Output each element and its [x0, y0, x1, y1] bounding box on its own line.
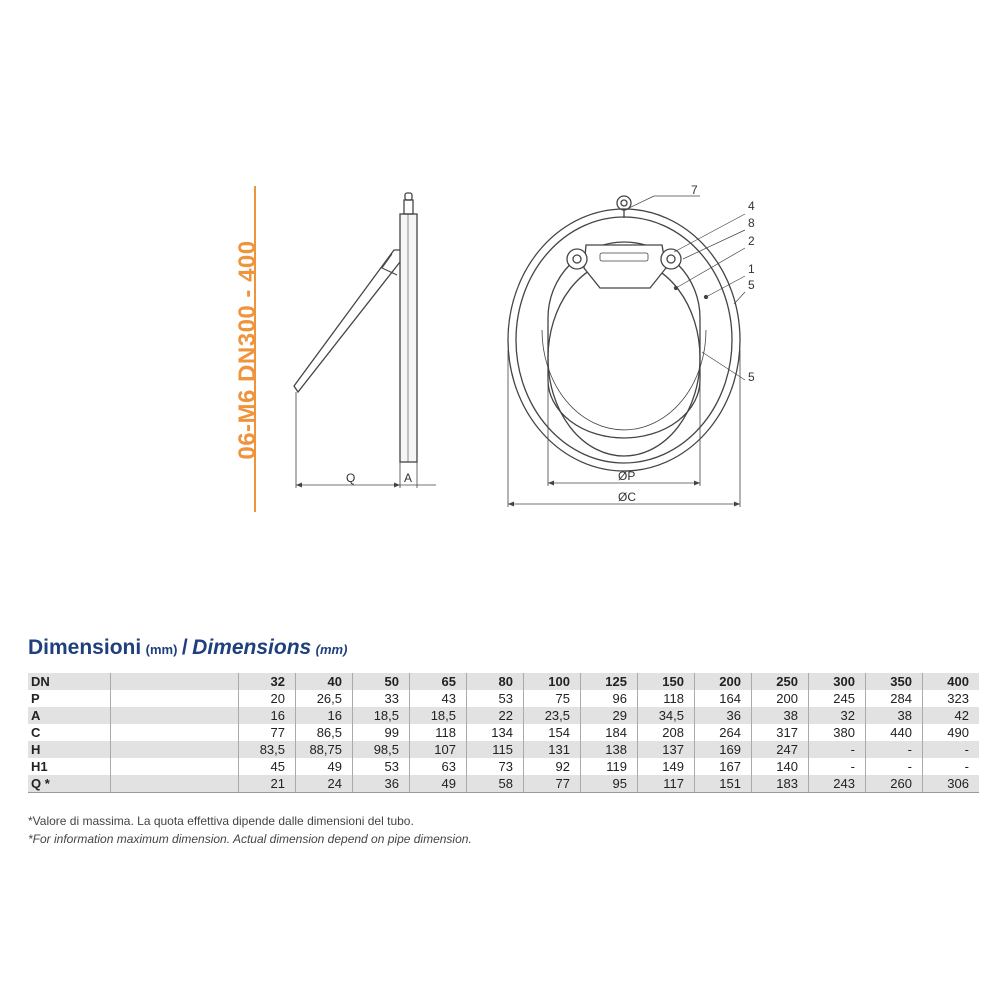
spacer-cell — [111, 724, 239, 741]
table-cell: 16 — [239, 707, 296, 724]
callout-5b: 5 — [748, 370, 755, 384]
front-view — [508, 196, 745, 507]
table-cell: 137 — [638, 741, 695, 758]
label-p: ØP — [618, 469, 636, 483]
side-view — [294, 193, 436, 488]
model-title: 06-M6 DN300 - 400 — [234, 240, 261, 460]
title-it: Dimensioni — [28, 636, 142, 659]
table-cell: 119 — [581, 758, 638, 775]
table-cell: 86,5 — [296, 724, 353, 741]
table-cell: 75 — [524, 690, 581, 707]
table-cell: 26,5 — [296, 690, 353, 707]
label-q: Q — [346, 471, 356, 485]
spacer-cell — [111, 673, 239, 690]
table-cell: 440 — [866, 724, 923, 741]
table-cell: 80 — [467, 673, 524, 690]
table-cell: 200 — [752, 690, 809, 707]
table-cell: 125 — [581, 673, 638, 690]
row-label: DN — [28, 673, 111, 690]
table-title — [28, 636, 347, 660]
table-cell: 42 — [923, 707, 980, 724]
note-english: *For information maximum dimension. Actual dimension depend on pipe dimension. — [28, 832, 472, 846]
table-cell: 63 — [410, 758, 467, 775]
table-cell: 36 — [353, 775, 410, 793]
table-cell: - — [809, 758, 866, 775]
table-cell: 131 — [524, 741, 581, 758]
table-row — [28, 758, 979, 775]
table-cell: 264 — [695, 724, 752, 741]
table-cell: 38 — [752, 707, 809, 724]
callout-8: 8 — [748, 216, 755, 230]
table-cell: 243 — [809, 775, 866, 793]
table-cell: 20 — [239, 690, 296, 707]
table-cell: 99 — [353, 724, 410, 741]
table-cell: 140 — [752, 758, 809, 775]
label-c: ØC — [618, 490, 636, 504]
table-cell: 118 — [638, 690, 695, 707]
table-cell: 138 — [581, 741, 638, 758]
table-cell: 96 — [581, 690, 638, 707]
table-cell: 245 — [809, 690, 866, 707]
table-cell: 22 — [467, 707, 524, 724]
callout-5a: 5 — [748, 278, 755, 292]
table-cell: 34,5 — [638, 707, 695, 724]
table-cell: 323 — [923, 690, 980, 707]
table-cell: 16 — [296, 707, 353, 724]
table-cell: 134 — [467, 724, 524, 741]
row-label: C — [31, 725, 41, 740]
note-italian: *Valore di massima. La quota effettiva dipende dalle dimensioni del tubo. — [28, 814, 414, 828]
row-label: A — [28, 707, 111, 724]
table-row — [28, 707, 979, 724]
table-cell: 490 — [923, 724, 980, 741]
table-cell: 118 — [410, 724, 467, 741]
table-cell: 77 — [239, 724, 296, 741]
table-cell: 53 — [353, 758, 410, 775]
title-en: Dimensions — [192, 636, 312, 659]
table-row — [28, 775, 979, 793]
table-cell: 77 — [524, 775, 581, 793]
callout-1: 1 — [748, 262, 755, 276]
table-cell: - — [809, 741, 866, 758]
table-cell: 49 — [296, 758, 353, 775]
table-row — [28, 690, 979, 707]
table-cell: 183 — [752, 775, 809, 793]
table-cell: 150 — [638, 673, 695, 690]
table-cell: 29 — [581, 707, 638, 724]
table-cell: 169 — [695, 741, 752, 758]
table-cell: 247 — [752, 741, 809, 758]
table-cell: - — [866, 758, 923, 775]
spacer-cell — [111, 707, 239, 724]
table-cell: 260 — [866, 775, 923, 793]
table-cell: 18,5 — [353, 707, 410, 724]
table-cell: 250 — [752, 673, 809, 690]
table-row — [28, 673, 979, 690]
table-cell: 38 — [866, 707, 923, 724]
table-cell: 117 — [638, 775, 695, 793]
table-row — [28, 724, 979, 741]
spacer-cell — [111, 741, 239, 758]
table-cell: 107 — [410, 741, 467, 758]
title-separator: / — [181, 636, 188, 659]
spacer-cell — [111, 758, 239, 775]
row-label: H1 — [31, 759, 48, 774]
table-cell: 92 — [524, 758, 581, 775]
table-cell: - — [866, 741, 923, 758]
spacer-cell — [111, 775, 239, 793]
label-a: A — [404, 471, 413, 485]
callout-7: 7 — [691, 183, 698, 197]
table-cell: 23,5 — [524, 707, 581, 724]
row-label: H — [28, 741, 111, 758]
table-cell: 300 — [809, 673, 866, 690]
table-cell: 151 — [695, 775, 752, 793]
table-cell: 184 — [581, 724, 638, 741]
table-cell: 32 — [239, 673, 296, 690]
table-cell: 58 — [467, 775, 524, 793]
table-cell: 40 — [296, 673, 353, 690]
table-cell: 88,75 — [296, 741, 353, 758]
table-cell: 65 — [410, 673, 467, 690]
table-cell: 49 — [410, 775, 467, 793]
table-cell: 400 — [923, 673, 980, 690]
table-cell: 208 — [638, 724, 695, 741]
table-cell: 98,5 — [353, 741, 410, 758]
table-cell: 53 — [467, 690, 524, 707]
table-cell: 18,5 — [410, 707, 467, 724]
table-cell: 95 — [581, 775, 638, 793]
table-cell: - — [923, 741, 980, 758]
table-cell: 317 — [752, 724, 809, 741]
table-cell: 45 — [239, 758, 296, 775]
table-cell: 83,5 — [239, 741, 296, 758]
table-cell: 50 — [353, 673, 410, 690]
unit-en: (mm) — [315, 642, 348, 657]
table-cell: 350 — [866, 673, 923, 690]
callout-2: 2 — [748, 234, 755, 248]
table-cell: 164 — [695, 690, 752, 707]
table-cell: 33 — [353, 690, 410, 707]
row-label: Q * — [28, 775, 111, 793]
table-cell: 154 — [524, 724, 581, 741]
table-cell: 167 — [695, 758, 752, 775]
table-cell: 380 — [809, 724, 866, 741]
table-row — [28, 741, 979, 758]
table-cell: 21 — [239, 775, 296, 793]
unit-it: (mm) — [145, 642, 178, 657]
table-cell: - — [923, 758, 980, 775]
table-cell: 306 — [923, 775, 980, 793]
table-cell: 36 — [695, 707, 752, 724]
callout-4: 4 — [748, 199, 755, 213]
table-cell: 115 — [467, 741, 524, 758]
spacer-cell — [111, 690, 239, 707]
table-cell: 200 — [695, 673, 752, 690]
table-cell: 100 — [524, 673, 581, 690]
table-cell: 24 — [296, 775, 353, 793]
table-cell: 32 — [809, 707, 866, 724]
table-cell: 149 — [638, 758, 695, 775]
dimensions-table — [28, 673, 979, 793]
row-label: P — [31, 691, 40, 706]
table-cell: 284 — [866, 690, 923, 707]
table-cell: 43 — [410, 690, 467, 707]
table-cell: 73 — [467, 758, 524, 775]
